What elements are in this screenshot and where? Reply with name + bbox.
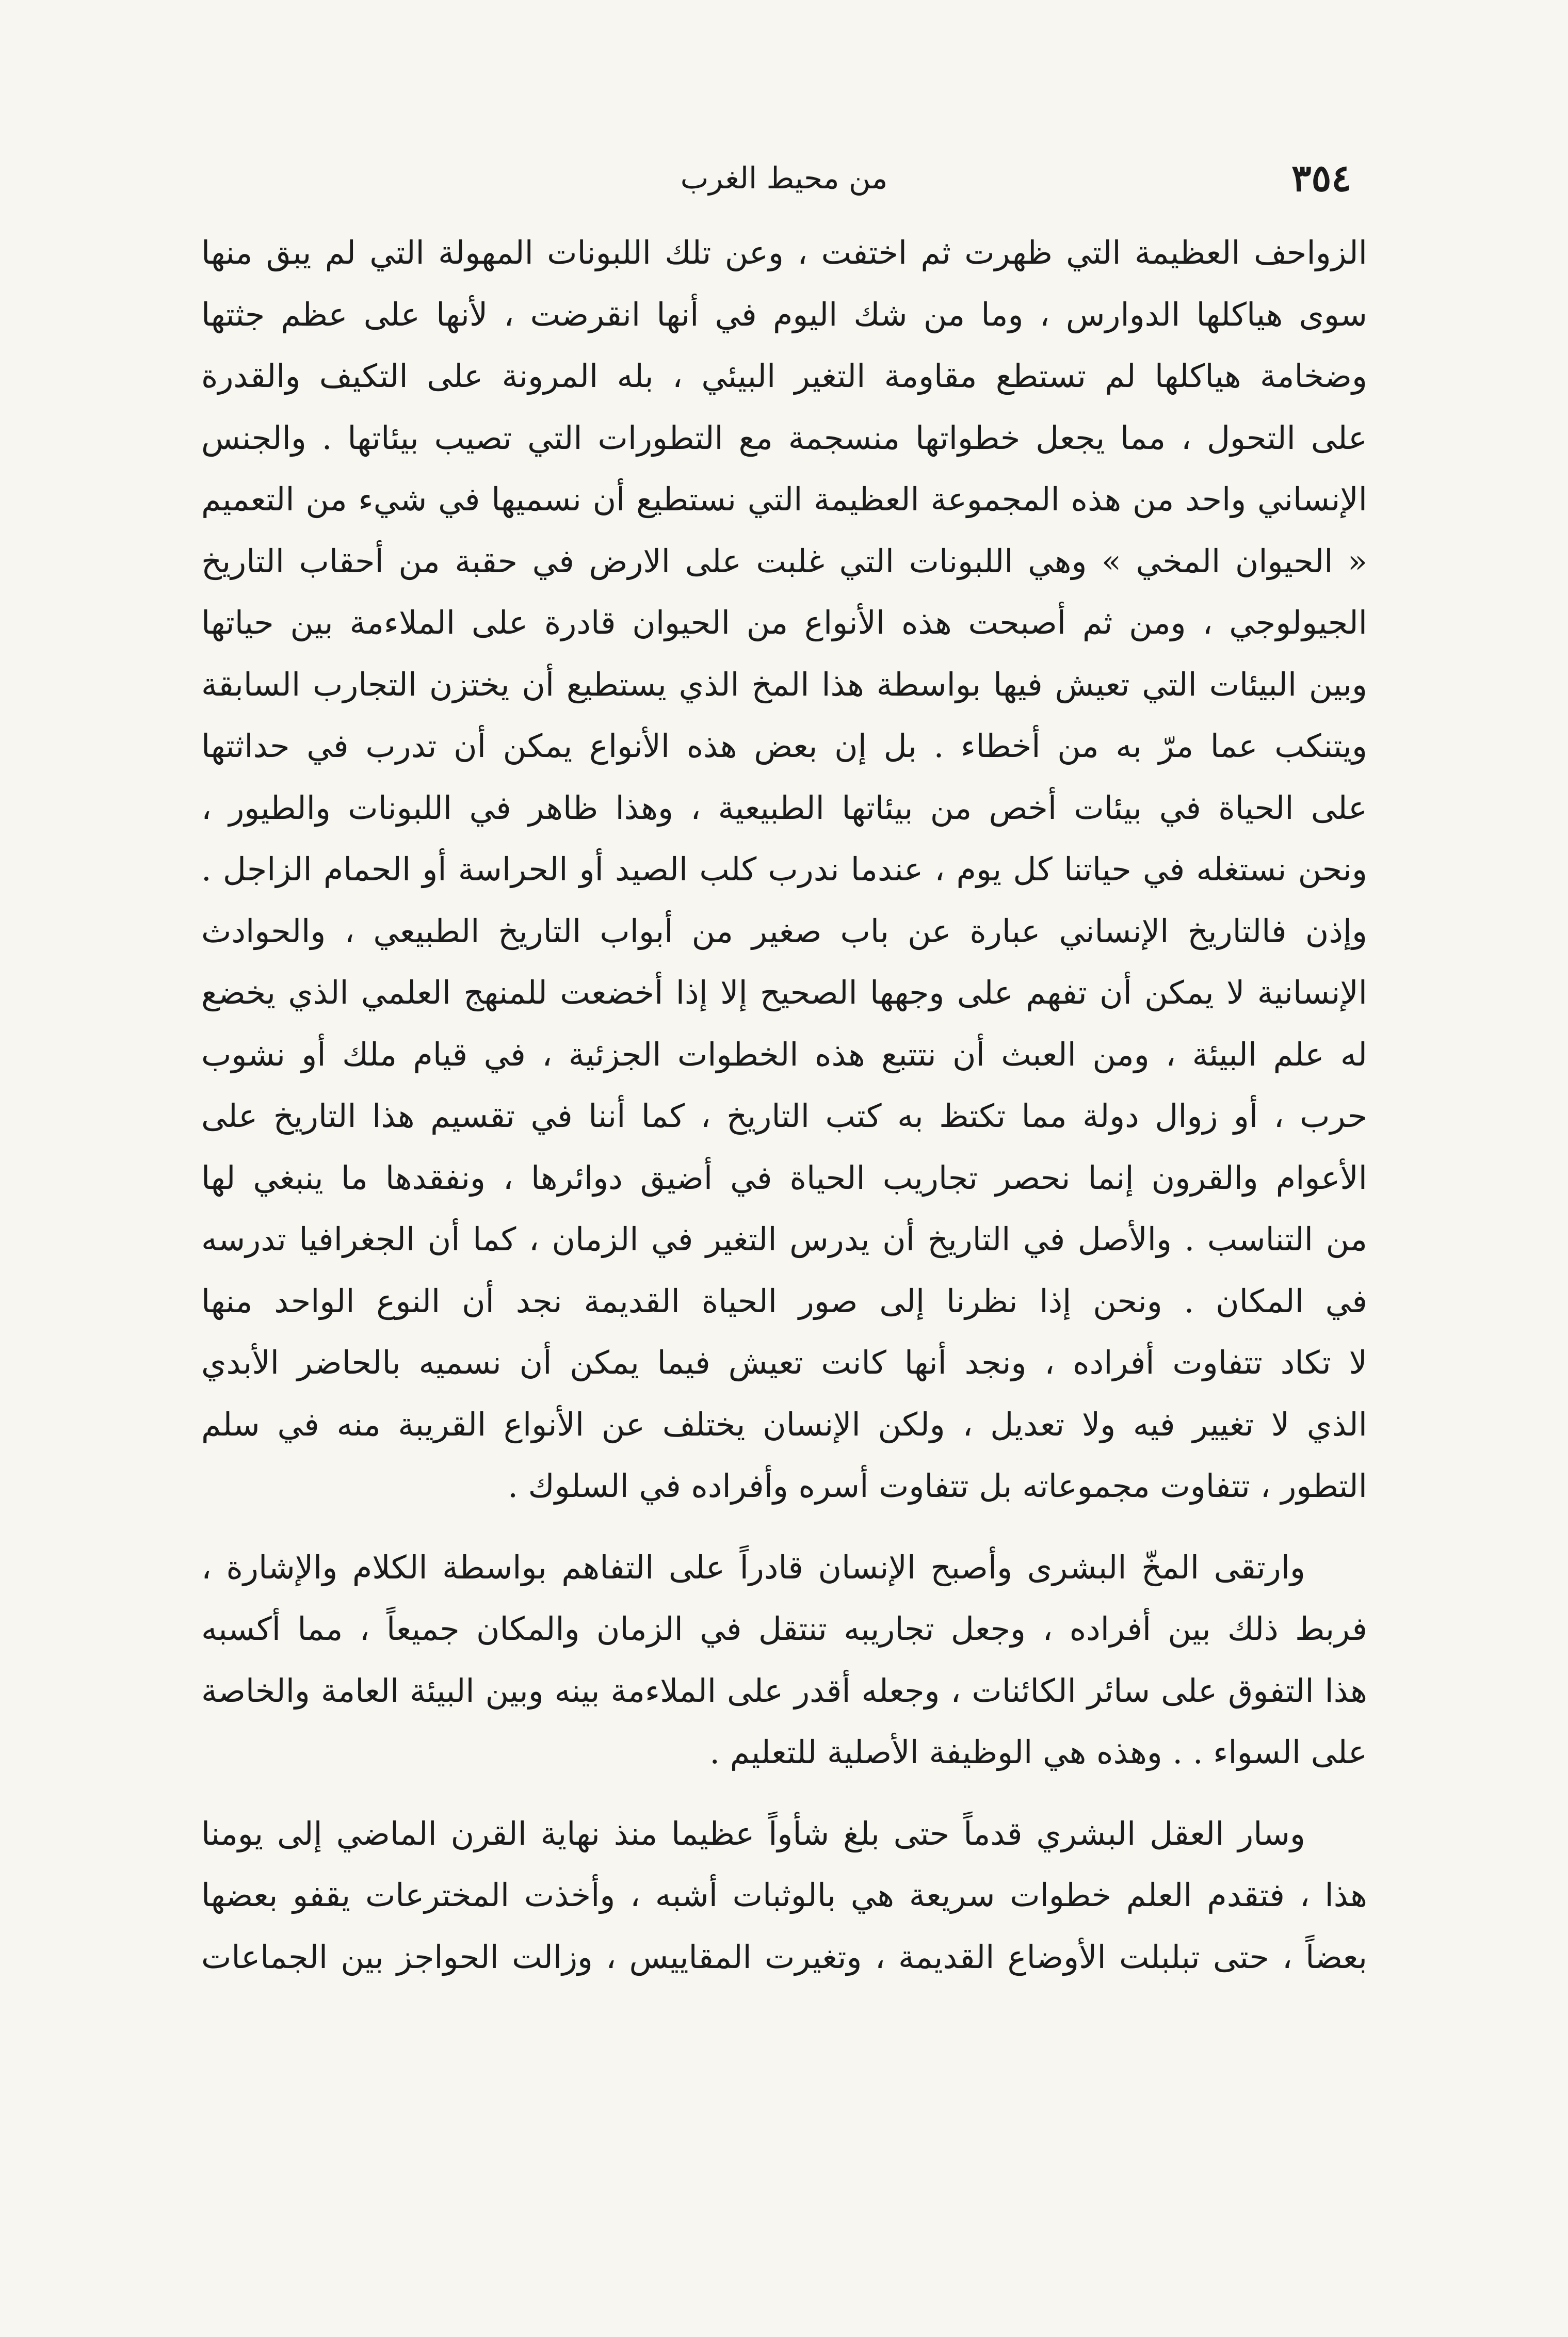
text-line: الإنسانية لا يمكن أن تفهم على وجهها الصحيح إلا إذا أخضعت للمنهج العلمي الذي يخضع: [201, 974, 1367, 1011]
running-title: من محيط الغرب: [680, 160, 888, 196]
paragraph-gap: [201, 1517, 1367, 1537]
text-line: « الحيوان المخي » وهي اللبونات التي غلبت على الارض في حقبة من أحقاب التاريخ: [201, 542, 1367, 580]
paragraph-1: [201, 222, 1367, 1517]
text-line: وضخامة هياكلها لم تستطع مقاومة التغير البيئي ، بله المرونة على التكيف والقدرة: [201, 357, 1367, 395]
text-line: لا تكاد تتفاوت أفراده ، ونجد أنها كانت تعيش فيما يمكن أن نسميه بالحاضر الأبدي: [201, 1344, 1367, 1381]
text-line: حرب ، أو زوال دولة مما تكتظ به كتب التاريخ ، كما أننا في تقسيم هذا التاريخ على: [201, 1097, 1367, 1135]
text-line: الإنساني واحد من هذه المجموعة العظيمة التي نستطيع أن نسميها في شيء من التعميم: [201, 480, 1367, 518]
text-line: الزواحف العظيمة التي ظهرت ثم اختفت ، وعن تلك اللبونات المهولة التي لم يبق منها: [201, 234, 1367, 271]
text-line: وإذن فالتاريخ الإنساني عبارة عن باب صغير من أبواب التاريخ الطبيعي ، والحوادث: [201, 912, 1367, 950]
text-line: بعضاً ، حتى تبلبلت الأوضاع القديمة ، وتغيرت المقاييس ، وزالت الحواجز بين الجماعات: [201, 1938, 1367, 1976]
text-line: في المكان . ونحن إذا نظرنا إلى صور الحياة القديمة نجد أن النوع الواحد منها: [201, 1282, 1367, 1320]
text-line: من التناسب . والأصل في التاريخ أن يدرس التغير في الزمان ، كما أن الجغرافيا تدرسه: [201, 1220, 1367, 1258]
body-text: [201, 222, 1367, 1988]
text-line: هذا التفوق على سائر الكائنات ، وجعله أقدر على الملاءمة بينه وبين البيئة العامة والخاصة: [201, 1671, 1367, 1710]
paragraph-gap: [201, 1783, 1367, 1803]
text-line: وبين البيئات التي تعيش فيها بواسطة هذا المخ الذي يستطيع أن يختزن التجارب السابقة: [201, 665, 1367, 703]
text-line: ويتنكب عما مرّ به من أخطاء . بل إن بعض هذه الأنواع يمكن أن تدرب في حداثتها: [201, 727, 1367, 765]
text-line: التطور ، تتفاوت مجموعاته بل تتفاوت أسره وأفراده في السلوك .: [508, 1467, 1367, 1505]
text-line: على السواء . . وهذه هي الوظيفة الأصلية للتعليم .: [709, 1733, 1367, 1771]
paragraph-2: [201, 1537, 1367, 1783]
text-line: الجيولوجي ، ومن ثم أصبحت هذه الأنواع من الحيوان قادرة على الملاءمة بين حياتها: [201, 604, 1367, 641]
paragraph-3: [201, 1803, 1367, 1988]
text-line: فربط ذلك بين أفراده ، وجعل تجاريبه تنتقل في الزمان والمكان جميعاً ، مما أكسبه: [201, 1610, 1367, 1648]
text-line: على التحول ، مما يجعل خطواتها منسجمة مع التطورات التي تصيب بيئاتها . والجنس: [201, 418, 1367, 457]
text-line: هذا ، فتقدم العلم خطوات سريعة هي بالوثبات أشبه ، وأخذت المخترعات يقفو بعضها: [201, 1876, 1367, 1914]
text-line: الذي لا تغيير فيه ولا تعديل ، ولكن الإنسان يختلف عن الأنواع القريبة منه في سلم: [201, 1405, 1367, 1443]
page-header: [196, 150, 1351, 206]
text-line: على الحياة في بيئات أخص من بيئاتها الطبيعية ، وهذا ظاهر في اللبونات والطيور ،: [201, 788, 1367, 827]
page-number: ٣٥٤: [1291, 156, 1351, 200]
text-line: وارتقى المخّ البشرى وأصبح الإنسان قادراً على التفاهم بواسطة الكلام والإشارة ،: [201, 1548, 1305, 1586]
text-line: الأعوام والقرون إنما نحصر تجاريب الحياة في أضيق دوائرها ، ونفقدها ما ينبغي لها: [201, 1158, 1367, 1197]
text-line: وسار العقل البشري قدماً حتى بلغ شأواً عظيما منذ نهاية القرن الماضي إلى يومنا: [201, 1814, 1305, 1852]
text-line: له علم البيئة ، ومن العبث أن نتتبع هذه الخطوات الجزئية ، في قيام ملك أو نشوب: [201, 1035, 1367, 1073]
text-line: سوى هياكلها الدوارس ، وما من شك اليوم في أنها انقرضت ، لأنها على عظم جثتها: [201, 295, 1367, 333]
text-line: ونحن نستغله في حياتنا كل يوم ، عندما ندرب كلب الصيد أو الحراسة أو الحمام الزاجل .: [201, 850, 1367, 888]
